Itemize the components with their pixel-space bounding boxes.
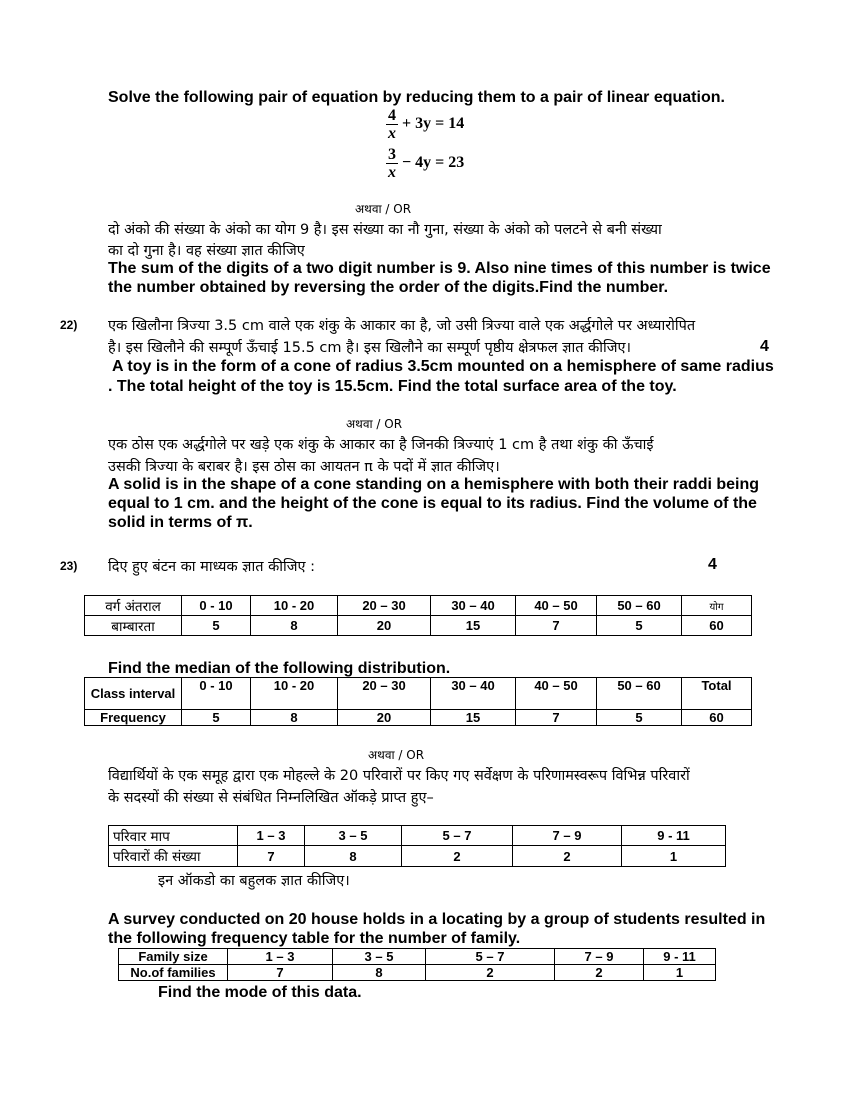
q22-or-label: अथवा / OR: [346, 417, 403, 431]
table-cell: 7: [516, 616, 597, 636]
table-cell: Family size: [119, 949, 228, 965]
q23-marks: 4: [708, 556, 717, 573]
q22-alt-hindi-2: उसकी त्रिज्या के बराबर है। इस ठोस का आयतन π के पदों में ज्ञात कीजिए।: [108, 459, 500, 475]
table-cell: 3 – 5: [305, 826, 402, 846]
q23-number: 23): [60, 559, 78, 573]
table-cell: 60: [682, 710, 752, 726]
q23-alt-hindi-3: इन ऑकडो का बहुलक ज्ञात कीजिए।: [158, 873, 350, 889]
q21-alt-english-1: The sum of the digits of a two digit number is 9. Also nine times of this number is twice: [108, 260, 771, 277]
q21-instruction: Solve the following pair of equation by reducing them to a pair of linear equation.: [108, 89, 725, 106]
family-table-hindi: [108, 825, 726, 867]
q23-hindi-title: दिए हुए बंटन का माध्यक ज्ञात कीजिए :: [108, 559, 316, 575]
q22-hindi-2: है। इस खिलौने की सम्पूर्ण ऊँचाई 15.5 cm है। इस खिलौने का सम्पूर्ण पृष्ठीय क्षेत्रफल ज्ञात कीजिए।: [108, 340, 631, 356]
q21-alt-hindi-1: दो अंको की संख्या के अंको का योग 9 है। इस संख्या का नौ गुना, संख्या के अंको को पलटने से बनी संख्या: [108, 222, 662, 238]
table-row: [109, 846, 726, 867]
table-cell: 2: [513, 846, 622, 867]
table-cell: 40 – 50: [516, 678, 597, 710]
q22-number: 22): [60, 318, 78, 332]
table-cell: 0 - 10: [182, 596, 251, 616]
table-cell: 10 - 20: [251, 596, 338, 616]
table-cell: 9 - 11: [622, 826, 726, 846]
table-cell: 1: [622, 846, 726, 867]
table-row: [85, 616, 752, 636]
q22-english-2: . The total height of the toy is 15.5cm. Find the total surface area of the toy.: [108, 378, 677, 395]
q22-marks: 4: [760, 338, 769, 355]
table-row: [109, 826, 726, 846]
table-cell: योग: [682, 596, 752, 616]
table-cell: 5: [182, 710, 251, 726]
q23-alt-english-2: the following frequency table for the number of family.: [108, 930, 521, 947]
table-cell: 2: [402, 846, 513, 867]
table-cell: 2: [426, 965, 555, 981]
table-cell: 8: [251, 710, 338, 726]
table-cell: 3 – 5: [333, 949, 426, 965]
table-cell: No.of families: [119, 965, 228, 981]
table-cell: 40 – 50: [516, 596, 597, 616]
q22-alt-english-3: solid in terms of π.: [108, 514, 253, 531]
denominator: x: [388, 164, 396, 181]
numerator: 3: [388, 146, 396, 163]
median-table-english: [84, 677, 752, 726]
table-cell: 5: [597, 710, 682, 726]
fraction: [386, 146, 398, 181]
table-cell: 8: [333, 965, 426, 981]
q22-alt-english-1: A solid is in the shape of a cone standing on a hemisphere with both their raddi being: [108, 476, 760, 493]
q22-alt-hindi-1: एक ठोस एक अर्द्धगोले पर खड़े एक शंकु के आकार का है जिनकी त्रिज्याएं 1 cm है तथा शंकु की ऊँचाई: [108, 437, 654, 453]
table-cell: Total: [682, 678, 752, 710]
table-cell: 8: [305, 846, 402, 867]
table-cell: Frequency: [85, 710, 182, 726]
table-cell: 20: [338, 616, 431, 636]
table-row: [85, 678, 752, 710]
table-cell: बाम्बारता: [85, 616, 182, 636]
table-cell: परिवार माप: [109, 826, 238, 846]
q23-alt-english-3: Find the mode of this data.: [158, 984, 362, 1001]
table-cell: 60: [682, 616, 752, 636]
q21-alt-hindi-2: का दो गुना है। वह संख्या ज्ञात कीजिए: [108, 243, 305, 259]
table-cell: 5 – 7: [402, 826, 513, 846]
q21-equation-1: [386, 107, 464, 142]
table-cell: 7: [238, 846, 305, 867]
table-cell: 50 – 60: [597, 678, 682, 710]
table-cell: 7 – 9: [513, 826, 622, 846]
table-cell: 10 - 20: [251, 678, 338, 710]
table-cell: 1 – 3: [238, 826, 305, 846]
table-cell: 1: [644, 965, 716, 981]
table-row: [119, 949, 716, 965]
table-row: [85, 710, 752, 726]
table-cell: 5: [182, 616, 251, 636]
table-cell: 20 – 30: [338, 596, 431, 616]
equation-rest: − 4y = 23: [402, 154, 465, 172]
fraction: [386, 107, 398, 142]
table-cell: 5 – 7: [426, 949, 555, 965]
table-cell: 15: [431, 710, 516, 726]
q21-or-label: अथवा / OR: [355, 202, 412, 216]
table-cell: 5: [597, 616, 682, 636]
table-row: [119, 965, 716, 981]
family-table-english: [118, 948, 716, 981]
numerator: 4: [388, 107, 396, 124]
table-cell: 8: [251, 616, 338, 636]
table-cell: 9 - 11: [644, 949, 716, 965]
table-cell: 15: [431, 616, 516, 636]
equation-rest: + 3y = 14: [402, 115, 465, 133]
table-cell: 50 – 60: [597, 596, 682, 616]
q23-alt-english-1: A survey conducted on 20 house holds in a locating by a group of students resulted in: [108, 911, 766, 928]
q22-hindi-1: एक खिलौना त्रिज्या 3.5 cm वाले एक शंकु के आकार का है, जो उसी त्रिज्या वाले एक अर्द्धगोले पर अध्यारोपित: [108, 318, 696, 334]
table-cell: 20 – 30: [338, 678, 431, 710]
denominator: x: [388, 125, 396, 142]
table-cell: 7: [516, 710, 597, 726]
q22-alt-english-2: equal to 1 cm. and the height of the cone is equal to its radius. Find the volume of the: [108, 495, 757, 512]
table-cell: 7: [228, 965, 333, 981]
table-cell: 7 – 9: [555, 949, 644, 965]
q21-alt-english-2: the number obtained by reversing the order of the digits.Find the number.: [108, 279, 669, 296]
median-table-hindi: [84, 595, 752, 636]
table-row: [85, 596, 752, 616]
table-cell: 2: [555, 965, 644, 981]
table-cell: 0 - 10: [182, 678, 251, 710]
table-cell: 1 – 3: [228, 949, 333, 965]
table-cell: 20: [338, 710, 431, 726]
table-cell: 30 – 40: [431, 596, 516, 616]
q22-english-1: A toy is in the form of a cone of radius 3.5cm mounted on a hemisphere of same radius: [112, 358, 774, 375]
table-cell: परिवारों की संख्या: [109, 846, 238, 867]
q23-alt-hindi-1: विद्यार्थियों के एक समूह द्वारा एक मोहल्ले के 20 परिवारों पर किए गए सर्वेक्षण के परिणामस्वरूप विभिन्न परिवारों: [108, 768, 690, 784]
q21-equation-2: [386, 146, 464, 181]
table-cell: 30 – 40: [431, 678, 516, 710]
q23-english-title: Find the median of the following distribution.: [108, 660, 451, 677]
table-cell: Class interval: [85, 678, 182, 710]
q23-alt-hindi-2: के सदस्यों की संख्या से संबंधित निम्नलिखित ऑकड़े प्राप्त हुए–: [108, 790, 434, 806]
table-cell: वर्ग अंतराल: [85, 596, 182, 616]
q23-or-label: अथवा / OR: [368, 748, 425, 762]
